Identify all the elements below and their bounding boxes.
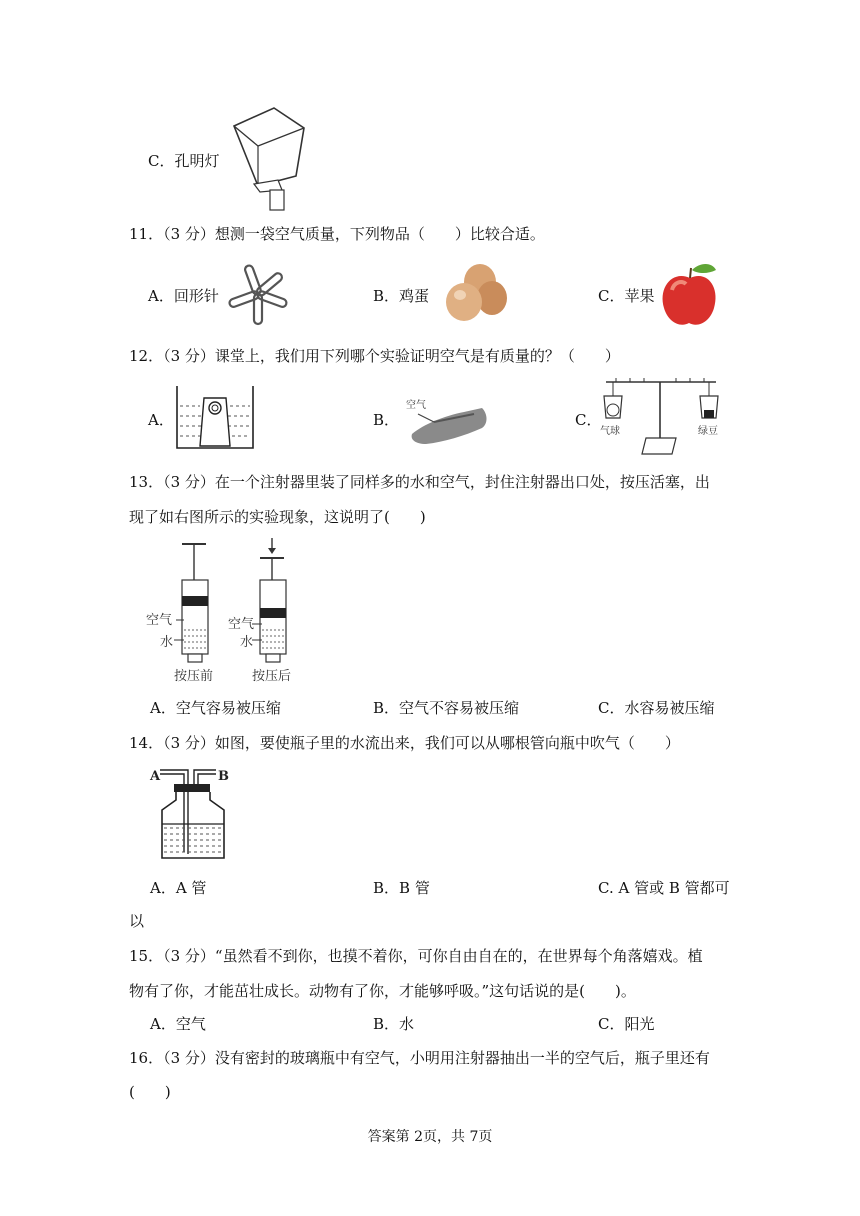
q13-fig-water-label-after: 水 — [240, 635, 254, 650]
q13-stem-line1: 13．（3 分）在一个注射器里装了同样多的水和空气，封住注射器出口处，按压活塞，出 — [129, 473, 710, 491]
q12-fig-c-left-label: 气球 — [600, 426, 620, 437]
q12-stem: 12．（3 分）课堂上，我们用下列哪个实验证明空气是有质量的？（ ） — [129, 347, 620, 365]
q12-option-a: A． — [148, 411, 174, 429]
q13-option-b: B．空气不容易被压缩 — [373, 699, 520, 717]
q16-stem-line2: ( ) — [129, 1083, 171, 1101]
q15-option-c: C．阳光 — [598, 1015, 655, 1033]
water-tank-cup-image — [174, 384, 256, 450]
hand-squeeze-image — [404, 394, 490, 448]
q10-option-c: C．孔明灯 — [148, 152, 220, 170]
q13-option-a: A．空气容易被压缩 — [150, 699, 281, 717]
q15-stem-line1: 15．（3 分）“虽然看不到你，也摸不着你，可你自由自在的，在世界每个角落嬉戏。植 — [129, 947, 703, 965]
page-footer: 答案第 2页，共 7页 — [367, 1129, 493, 1145]
q11-option-b: B．鸡蛋 — [373, 287, 430, 305]
q13-option-c: C．水容易被压缩 — [598, 699, 715, 717]
q14-fig-b-label: B — [218, 769, 229, 784]
q12-option-b: B． — [373, 411, 400, 429]
q15-stem-line2: 物有了你，才能茁壮成长。动物有了你，才能够呼吸。”这句话说的是( )。 — [129, 982, 636, 1000]
q12-fig-b-label: 空气 — [406, 400, 426, 411]
q14-option-c: C. A 管或 B 管都可 — [598, 879, 730, 897]
balance-scale-image — [596, 374, 726, 458]
q14-fig-a-label: A — [150, 769, 161, 784]
q13-fig-after-label: 按压后 — [252, 669, 292, 684]
paper-clips-image — [222, 262, 296, 328]
q13-fig-air-label: 空气 — [146, 613, 173, 628]
q11-stem: 11．（3 分）想测一袋空气质量，下列物品（ ）比较合适。 — [129, 225, 545, 243]
q13-fig-water-label: 水 — [160, 635, 174, 650]
q14-option-a: A．A 管 — [150, 879, 207, 897]
q15-option-a: A．空气 — [150, 1015, 206, 1033]
q14-stem: 14．（3 分）如图，要使瓶子里的水流出来，我们可以从哪根管向瓶中吹气（ ） — [129, 734, 680, 752]
q13-fig-air-label-after: 空气 — [228, 617, 255, 632]
q11-option-a: A．回形针 — [148, 287, 219, 305]
bottle-tubes-image — [148, 762, 238, 862]
q14-option-c-wrap: 以 — [129, 912, 145, 930]
q15-option-b: B．水 — [373, 1015, 415, 1033]
syringe-experiment-image — [144, 534, 304, 686]
apple-image — [658, 260, 720, 330]
q11-option-c: C．苹果 — [598, 287, 655, 305]
q13-stem-line2: 现了如右图所示的实验现象，这说明了( ) — [129, 508, 426, 526]
q12-fig-c-right-label: 绿豆 — [698, 426, 718, 437]
q12-option-c: C． — [575, 411, 602, 429]
sky-lantern-image — [224, 106, 310, 214]
q14-option-b: B．B 管 — [373, 879, 430, 897]
q13-fig-before-label: 按压前 — [174, 669, 214, 684]
q16-stem-line1: 16．（3 分）没有密封的玻璃瓶中有空气，小明用注射器抽出一半的空气后，瓶子里还有 — [129, 1049, 710, 1067]
eggs-image — [440, 262, 510, 324]
